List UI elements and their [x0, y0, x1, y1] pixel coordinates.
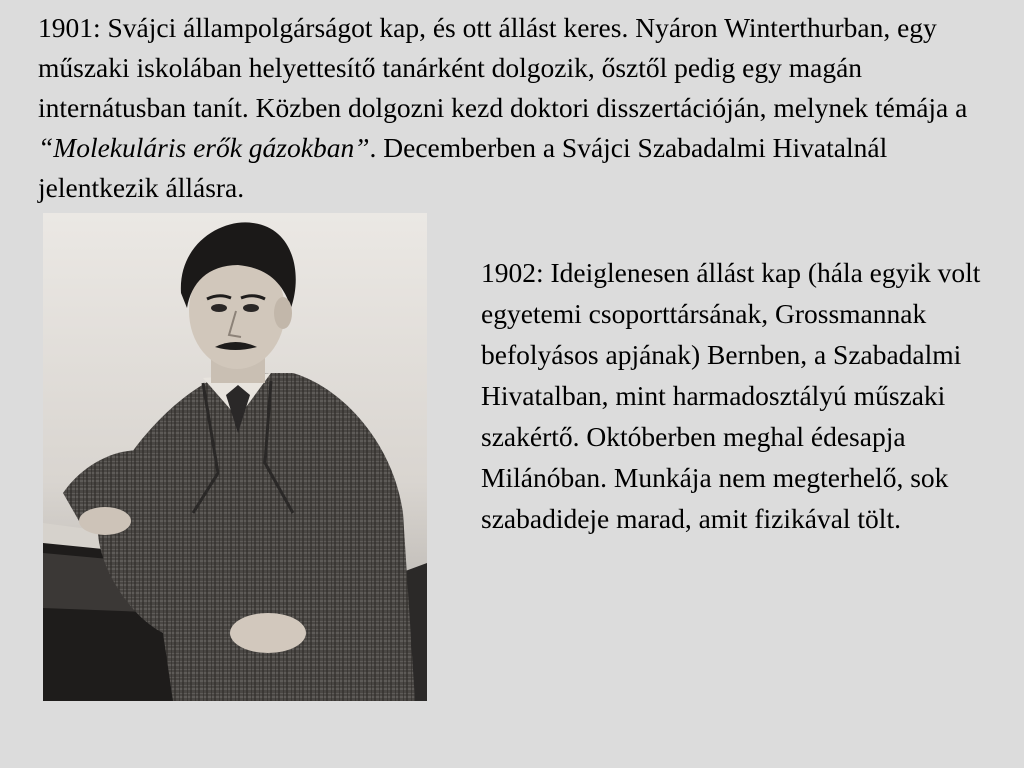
- paragraph-1901: [38, 8, 998, 208]
- paragraph-1901-text: 1901: Svájci állampolgárságot kap, és ott állást keres. Nyáron Winterthurban, egy műszaki iskolában helyettesítő tanárként dolgozik, ősztől pedig egy magán internátusban tanít. Közben dolgozni kezd doktori disszertációján, melynek témája a: [38, 12, 968, 123]
- portrait-photo: [43, 213, 427, 701]
- paragraph-1901-text-end: . Decemberben a Svájci Szabadalmi Hivatalnál jelentkezik állásra.: [38, 132, 888, 203]
- dissertation-title: “Molekuláris erők gázokban”: [38, 132, 370, 163]
- paragraph-1902: 1902: Ideiglenesen állást kap (hála egyik volt egyetemi csoporttársának, Grossmannak befolyásos apjának) Bernben, a Szabadalmi Hivatalban, mint harmadosztályú műszaki szakértő. Októberben meghal édesapja Milánóban. Munkája nem megterhelő, sok szabadideje marad, amit fizikával tölt.: [481, 257, 981, 534]
